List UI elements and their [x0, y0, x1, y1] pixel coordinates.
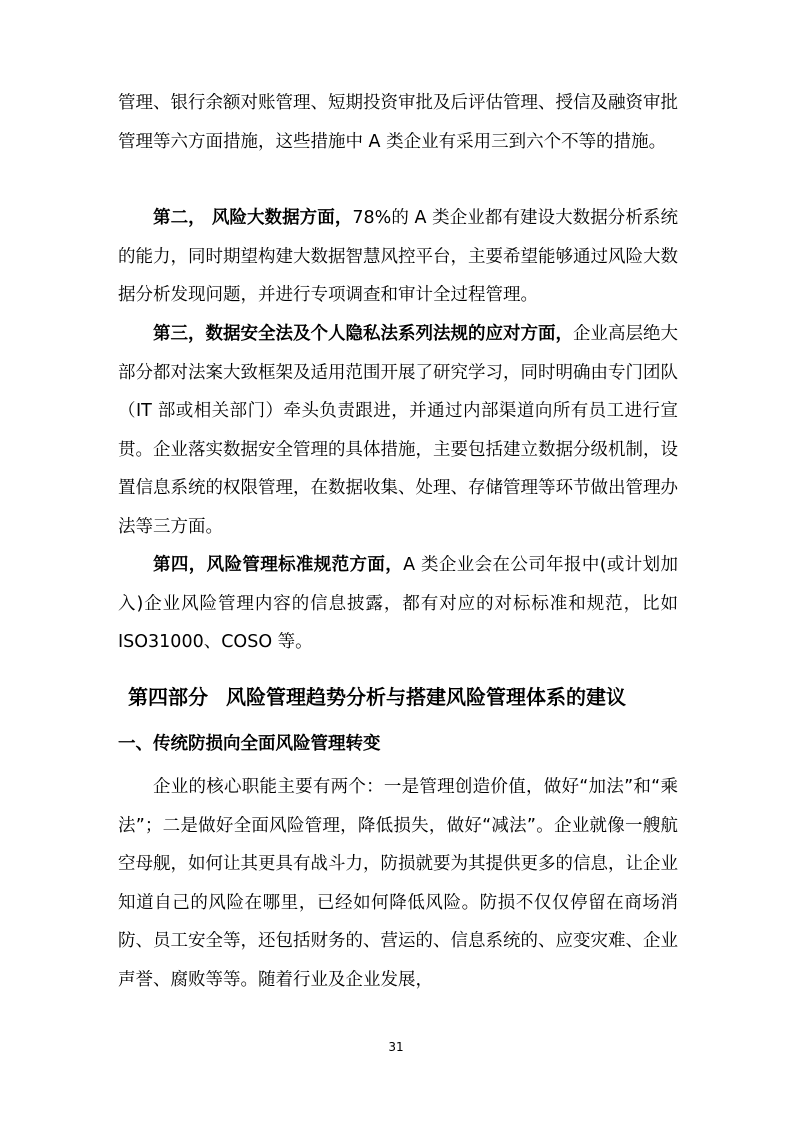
paragraph-second-lead: 第二， 风险大数据方面， — [153, 208, 353, 228]
paragraph-fourth — [118, 546, 678, 662]
paragraph-third-lead: 第三，数据安全法及个人隐私法系列法规的应对方面， — [153, 324, 573, 344]
paragraph-intro-text: 管理、银行余额对账管理、短期投资审批及后评估管理、授信及融资审批管理等六方面措施，这些措施中 A 类企业有采用三到六个不等的措施。 — [118, 93, 678, 152]
paragraph-second-text: 78%的 A 类企业都有建设大数据分析系统的能力，同时期望构建大数据智慧风控平台，主要希望能够通过风险大数据分析发现问题，并进行专项调查和审计全过程管理。 — [118, 208, 679, 305]
subsection-title: 一、传统防损向全面风险管理转变 — [118, 734, 381, 754]
paragraph-core — [118, 768, 678, 999]
section-heading — [128, 682, 688, 712]
section-part: 第四部分 — [128, 685, 208, 709]
section-title: 风险管理趋势分析与搭建风险管理体系的建议 — [226, 685, 626, 709]
paragraph-second — [118, 199, 678, 315]
page-number: 31 — [388, 1040, 404, 1054]
paragraph-intro — [118, 84, 678, 161]
paragraph-third — [118, 315, 678, 546]
paragraph-fourth-lead: 第四，风险管理标准规范方面， — [153, 555, 404, 575]
subsection-heading — [118, 730, 678, 758]
paragraph-fourth-text: A 类企业会在公司年报中(或计划加入)企业风险管理内容的信息披露，都有对应的对标标准和规范，比如 ISO31000、COSO 等。 — [118, 555, 678, 652]
paragraph-core-text: 企业的核心职能主要有两个：一是管理创造价值，做好“加法”和“乘法”；二是做好全面风险管理，降低损失，做好“减法”。企业就像一艘航空母舰，如何让其更具有战斗力，防损就要为其提供更多的信息，让企业知道自己的风险在哪里，已经如何降低风险。防损不仅仅停留在商场消防、员工安全等，还包括财务的、营运的、信息系统的、应变灾难、企业声誉、腐败等等。随着行业及企业发展， — [118, 777, 678, 990]
paragraph-third-text: 企业高层绝大部分都对法案大致框架及适用范围开展了研究学习，同时明确由专门团队（IT 部或相关部门）牵头负责跟进，并通过内部渠道向所有员工进行宣贯。企业落实数据安全管理的具体措施，主要包括建立数据分级机制，设置信息系统的权限管理，在数据收集、处理、存储管理等环节做出管理办法等三方面。 — [118, 324, 678, 537]
